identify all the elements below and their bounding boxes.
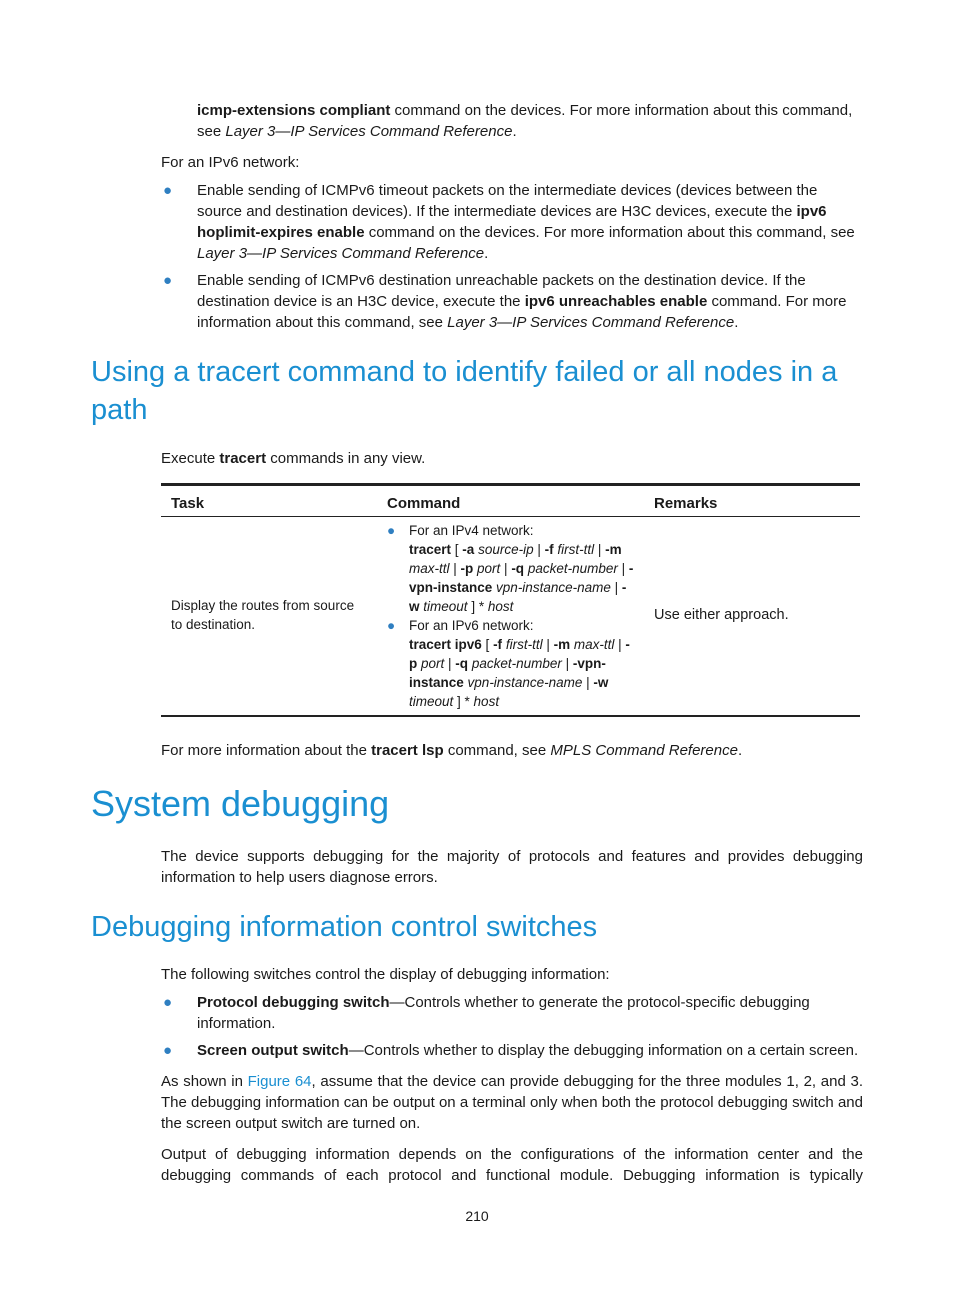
- icmp-extensions-cmd: icmp-extensions compliant: [197, 102, 391, 119]
- table-row: [161, 517, 860, 717]
- table-header-row: [161, 485, 860, 517]
- system-debugging-paragraph: The device supports debugging for the majority of protocols and features and provides debugging information to help users diagnose errors.: [161, 848, 863, 886]
- intro-paragraph: icmp-extensions compliant command on the devices. For more information about this command, see Layer 3—IP Services Command Reference.: [197, 102, 853, 140]
- bullet-icon: ●: [163, 272, 173, 289]
- bullet-icon: ●: [163, 182, 173, 199]
- ipv4-label: For an IPv4 network:: [409, 523, 534, 538]
- header-task: Task: [161, 485, 377, 517]
- figure-reference-paragraph: As shown in Figure 64, assume that the device can provide debugging for the three modules 1, 2, and 3. The debugging information can be output on a terminal only when both the protocol debugging switch and the screen output switch are turned on.: [161, 1073, 863, 1132]
- control-switches-intro: The following switches control the display of debugging information:: [161, 966, 610, 983]
- bullet-icon: ●: [163, 994, 173, 1011]
- header-command: Command: [377, 485, 644, 517]
- page-number: 210: [465, 1208, 489, 1224]
- figure-64-link[interactable]: Figure 64: [247, 1073, 312, 1090]
- control-switches-heading: Debugging information control switches: [91, 911, 598, 943]
- ipv4-syntax: tracert [ -a source-ip | -f first-ttl | -m max-ttl | -p port | -q packet-number | -vpn-instance vpn-instance-name | -w timeout ] * host: [409, 542, 634, 614]
- ipv6-bullet-timeout: Enable sending of ICMPv6 timeout packets on the intermediate devices (devices between the source and destination devices). If the intermediate devices are H3C devices, execute the ipv6 hoplimit-expires enable command on the devices. For more information about this command, see Layer 3—IP Services Command Reference.: [197, 182, 855, 262]
- screen-switch-bullet: Screen output switch—Controls whether to display the debugging information on a certain screen.: [197, 1042, 859, 1059]
- system-debugging-heading: System debugging: [91, 783, 390, 824]
- ipv6-label: For an IPv6 network:: [161, 154, 300, 171]
- ipv6-syntax: tracert ipv6 [ -f first-ttl | -m max-ttl | -p port | -q packet-number | -vpn-instance vpn-instance-name | -w timeout ] * host: [409, 637, 630, 709]
- header-remarks: Remarks: [644, 485, 860, 517]
- cell-command: [377, 517, 644, 717]
- list-item: [387, 616, 636, 711]
- list-item: [387, 521, 636, 616]
- output-paragraph: Output of debugging information depends on the configurations of the information center and the debugging commands of each protocol and functional module. Debugging information is typically: [161, 1146, 863, 1184]
- command-list: [387, 521, 636, 711]
- cell-remarks: Use either approach.: [644, 517, 860, 717]
- ipv6-bullet-unreachable: Enable sending of ICMPv6 destination unreachable packets on the destination device. If the destination device is an H3C device, execute the ipv6 unreachables enable command. For more information about this command, see Layer 3—IP Services Command Reference.: [197, 272, 847, 331]
- protocol-switch-bullet: Protocol debugging switch—Controls whether to generate the protocol-specific debugging information.: [197, 994, 810, 1032]
- tracert-exec-note: Execute tracert commands in any view.: [161, 450, 426, 467]
- bullet-icon: ●: [163, 1042, 173, 1059]
- tracert-heading: Using a tracert command to identify failed or all nodes in a path: [91, 356, 838, 426]
- bullet-icon: ●: [387, 523, 396, 538]
- bullet-icon: ●: [387, 618, 396, 633]
- ipv6-table-label: For an IPv6 network:: [409, 618, 534, 633]
- tracert-command-table: [161, 483, 860, 717]
- tracert-lsp-note: For more information about the tracert lsp command, see MPLS Command Reference.: [161, 742, 743, 759]
- cell-task: Display the routes from source to destination.: [161, 517, 377, 717]
